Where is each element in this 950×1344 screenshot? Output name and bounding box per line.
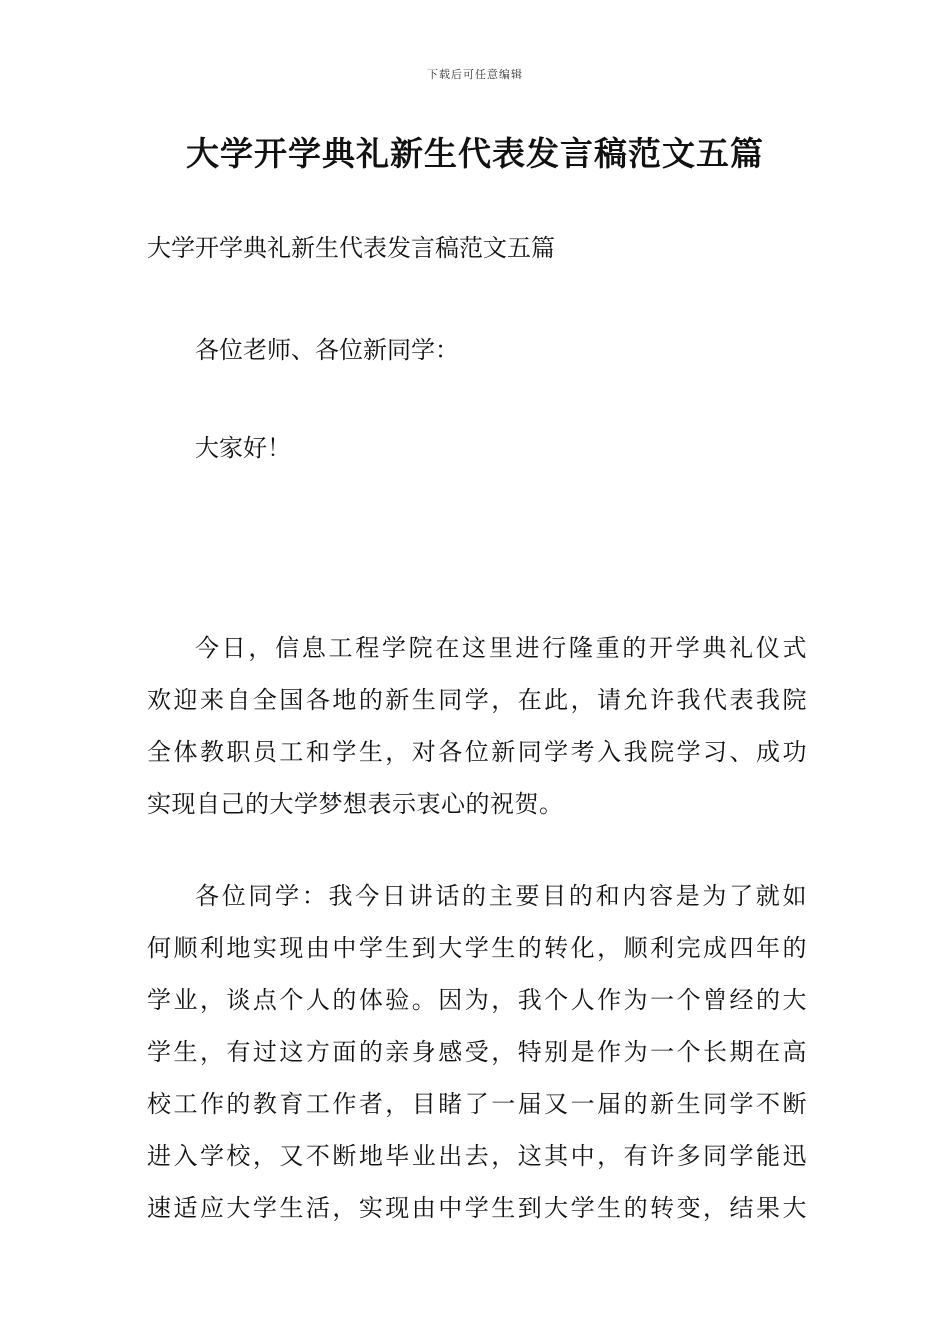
paragraph-1-line: 全体教职员工和学生，对各位新同学考入我院学习、成功	[147, 738, 807, 766]
header-note: 下载后可任意编辑	[427, 68, 523, 81]
document-title: 大学开学典礼新生代表发言稿范文五篇	[186, 134, 764, 173]
paragraph-2	[147, 870, 807, 1234]
paragraph-1-line: 欢迎来自全国各地的新生同学，在此，请允许我代表我院	[147, 686, 807, 714]
paragraph-1	[147, 622, 807, 830]
hello-line: 大家好！	[195, 434, 291, 462]
greeting-line: 各位老师、各位新同学：	[195, 336, 459, 364]
paragraph-2-line: 学生，有过这方面的亲身感受，特别是作为一个长期在高	[147, 1038, 807, 1066]
document-subtitle: 大学开学典礼新生代表发言稿范文五篇	[147, 234, 555, 262]
paragraph-2-line: 进入学校，又不断地毕业出去，这其中，有许多同学能迅	[147, 1142, 807, 1170]
paragraph-2-line: 速适应大学生活，实现由中学生到大学生的转变，结果大	[147, 1194, 807, 1222]
paragraph-2-line: 校工作的教育工作者，目睹了一届又一届的新生同学不断	[147, 1090, 807, 1118]
paragraph-2-line: 各位同学：我今日讲话的主要目的和内容是为了就如	[195, 882, 807, 910]
paragraph-2-line: 何顺利地实现由中学生到大学生的转化，顺利完成四年的	[147, 934, 807, 962]
paragraph-1-line: 实现自己的大学梦想表示衷心的祝贺。	[147, 790, 564, 818]
paragraph-2-line: 学业，谈点个人的体验。因为，我个人作为一个曾经的大	[147, 986, 807, 1014]
paragraph-1-line: 今日，信息工程学院在这里进行隆重的开学典礼仪式	[195, 634, 807, 662]
